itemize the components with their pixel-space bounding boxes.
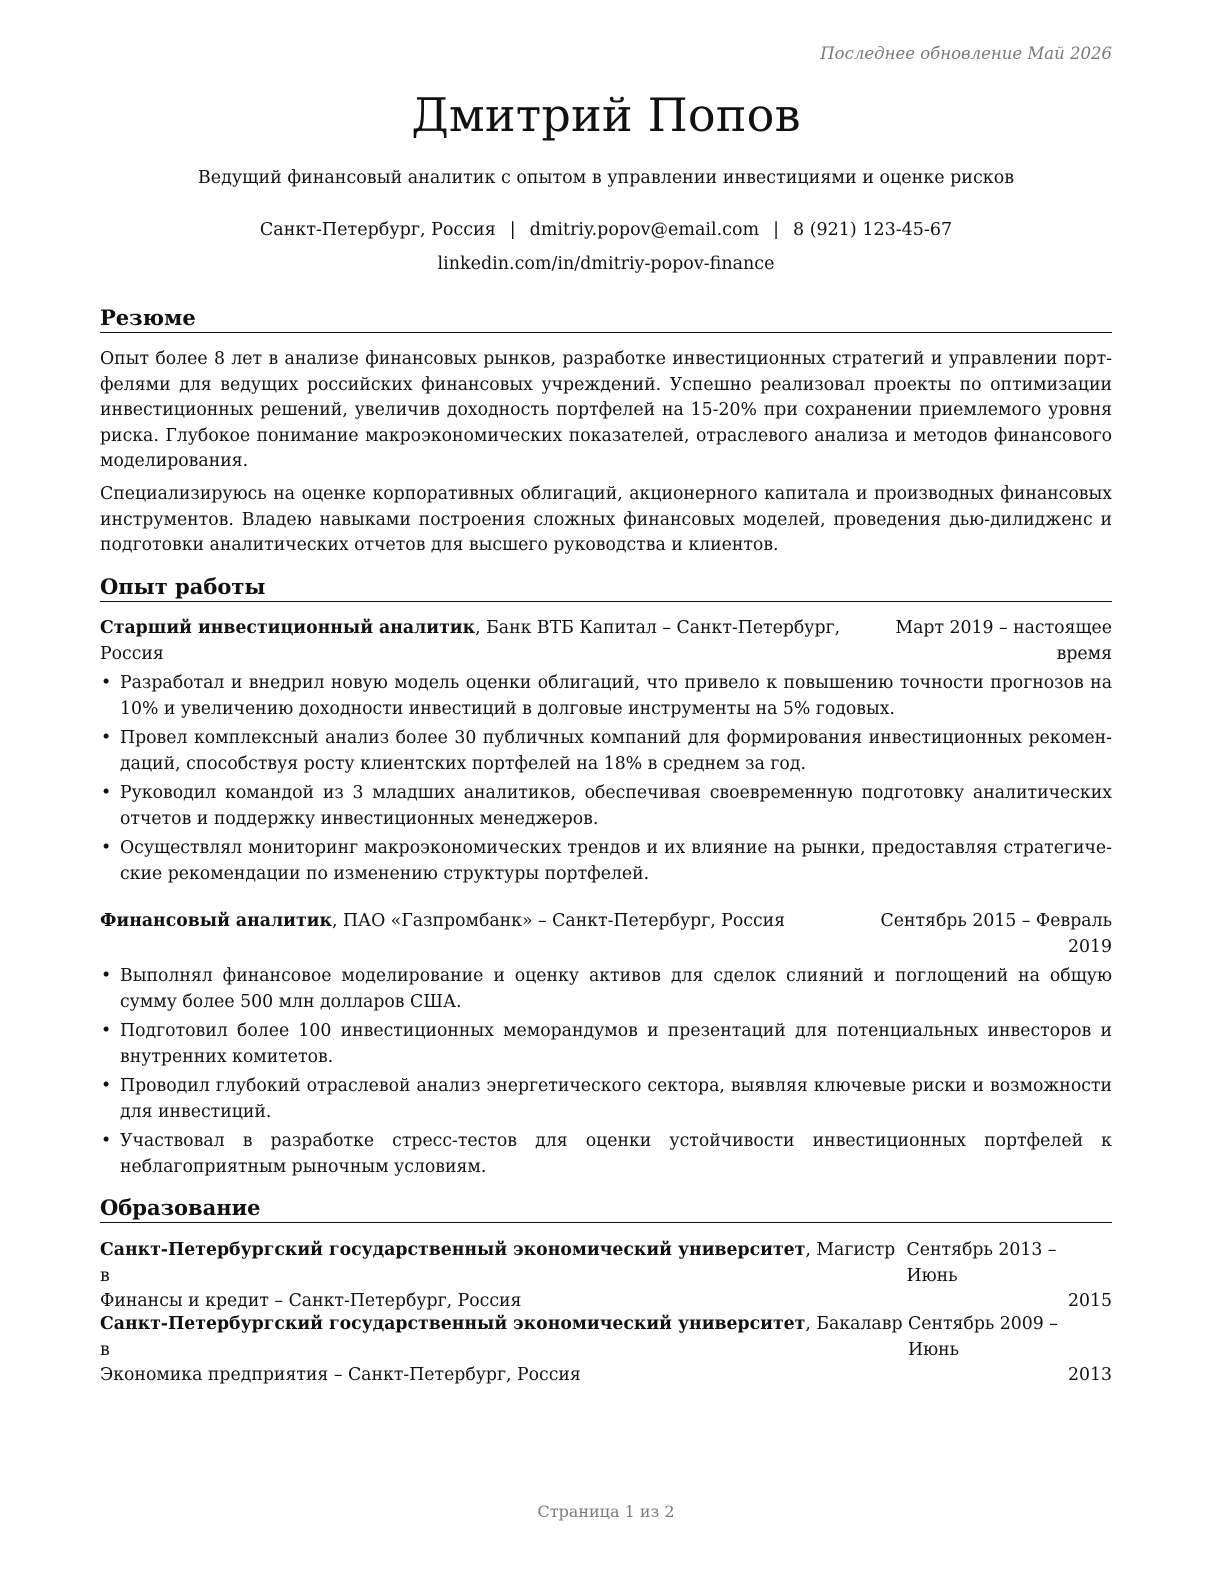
job-employer: , ПАО «Газпромбанк» – Санкт-Петербург, Россия — [331, 911, 786, 931]
list-item — [100, 964, 1112, 1015]
section-title-experience: Опыт работы — [100, 574, 1112, 602]
location: Санкт-Петербург, Россия — [259, 220, 496, 240]
list-item — [100, 671, 1112, 722]
bullet-icon: • — [101, 1076, 112, 1096]
job-header — [100, 616, 1112, 667]
section-title-summary: Резюме — [100, 305, 1112, 333]
bullet-text: Разработал и внедрил новую модель оценки облигаций, что привело к повышению точности прогнозов на 10% и увеличению доходности инвестиций в долговые инструменты на 5% годовых. — [120, 673, 1112, 719]
bullet-text: Выполнял финансовое моделирование и оценку активов для сделок слияний и поглощений на общую сумму более 500 млн долларов США. — [120, 966, 1112, 1012]
education-dates-line-2: 2013 — [1068, 1365, 1112, 1385]
education-entry — [100, 1312, 1112, 1389]
education-row — [100, 1363, 1112, 1389]
job-dates-line-1: Март 2019 – настоящее — [895, 618, 1112, 638]
job-bullets — [100, 671, 1112, 891]
job-dates-line-2: 2019 — [1068, 936, 1112, 957]
resume-page — [100, 0, 1112, 1584]
bullet-icon: • — [101, 783, 112, 803]
degree: , Бакалавр в — [100, 1314, 903, 1360]
education-row — [100, 1289, 1112, 1315]
program: Экономика предприятия – Санкт-Петербург, Россия — [100, 1365, 581, 1385]
last-updated: Последнее обновление Май 2026 — [820, 44, 1112, 63]
phone: 8 (921) 123-45-67 — [793, 220, 953, 240]
job-position: Старший инвестиционный аналитик — [100, 618, 476, 638]
bullet-icon: • — [101, 838, 112, 858]
summary-paragraph-2: Специализируюсь на оценке корпоративных облигаций, акционерного капитала и производных финансовых инструментов. Владею навыками построения сложных финансовых моделей, проведения дью-дилидженс и подготовки аналитических отчетов для высшего руководства и клиентов. — [100, 484, 1112, 555]
program: Финансы и кредит – Санкт-Петербург, Россия — [100, 1291, 522, 1311]
degree: , Магистр в — [100, 1240, 896, 1286]
job-dates-line-2: время — [1056, 643, 1112, 664]
education-row — [100, 1312, 1112, 1363]
list-item — [100, 836, 1112, 887]
bullet-icon: • — [101, 728, 112, 748]
bullet-text: Осуществлял мониторинг макроэкономических трендов и их влияние на рынки, предоставляя стратегические рекомендации по изменению структуры портфелей. — [120, 838, 1112, 884]
linkedin-link[interactable]: linkedin.com/in/dmitriy-popov-finance — [437, 254, 775, 274]
job-bullets — [100, 964, 1112, 1184]
job-header — [100, 909, 1112, 960]
page-number: Страница 1 из 2 — [537, 1502, 675, 1521]
bullet-icon: • — [101, 1021, 112, 1041]
bullet-text: Проводил глубокий отраслевой анализ энергетического сектора, выявляя ключевые риски и возможности для инвестиций. — [120, 1076, 1112, 1122]
job-dates — [881, 909, 1112, 960]
section-title-education: Образование — [100, 1195, 1112, 1223]
summary-paragraph-1: Опыт более 8 лет в анализе финансовых рынков, разработке инвестиционных стратегий и управлении портфелями для ведущих российских финансовых учреждений. Успешно реализовал проекты по оптимизации инвестиционных решений, увеличив доходность портфелей на 15-20% при сохранении приемлемого уровня риска. Глубокое понимание макроэкономических показателей, отраслевого анализа и методов финансового моделирования. — [100, 349, 1112, 471]
bullet-icon: • — [101, 966, 112, 986]
email-link[interactable]: dmitriy.popov@email.com — [529, 220, 760, 240]
bullet-icon: • — [101, 1131, 112, 1151]
list-item — [100, 1074, 1112, 1125]
job-dates — [895, 616, 1112, 667]
education-dates-line-1: Сентябрь 2013 – Июнь — [906, 1240, 1057, 1286]
job-employer: , Банк ВТБ Капитал – Санкт-Петербург, Россия — [100, 618, 841, 664]
list-item — [100, 726, 1112, 777]
education-row — [100, 1238, 1112, 1289]
list-item — [100, 1129, 1112, 1180]
education-dates-line-2: 2015 — [1068, 1291, 1112, 1311]
education-entry — [100, 1238, 1112, 1315]
contact-separator: | — [509, 220, 516, 240]
bullet-icon: • — [101, 673, 112, 693]
bullet-text: Руководил командой из 3 младших аналитиков, обеспечивая своевременную подготовку аналитических отчетов и поддержку инвестиционных менеджеров. — [120, 783, 1112, 829]
bullet-text: Участвовал в разработке стресс-тестов для оценки устойчивости инвестиционных портфелей к неблагоприятным рыночным условиям. — [120, 1131, 1112, 1177]
university-name: Санкт-Петербургский государственный экономический университет — [100, 1314, 806, 1334]
job-dates-line-1: Сентябрь 2015 – Февраль — [880, 911, 1112, 931]
bullet-text: Провел комплексный анализ более 30 публичных компаний для формирования инвестиционных рекомендаций, способствуя росту клиентских портфелей на 18% в среднем за год. — [120, 728, 1112, 774]
university-name: Санкт-Петербургский государственный экономический университет — [100, 1240, 806, 1260]
candidate-name: Дмитрий Попов — [411, 88, 801, 142]
contact-line — [100, 220, 1112, 240]
list-item — [100, 1019, 1112, 1070]
list-item — [100, 781, 1112, 832]
bullet-text: Подготовил более 100 инвестиционных меморандумов и презентаций для потенциальных инвесторов и внутренних комитетов. — [120, 1021, 1112, 1067]
education-dates-line-1: Сентябрь 2009 – Июнь — [908, 1314, 1058, 1360]
tagline: Ведущий финансовый аналитик с опытом в управлении инвестициями и оценке рисков — [197, 168, 1015, 188]
job-position: Финансовый аналитик — [100, 911, 332, 931]
contact-separator: | — [773, 220, 779, 240]
